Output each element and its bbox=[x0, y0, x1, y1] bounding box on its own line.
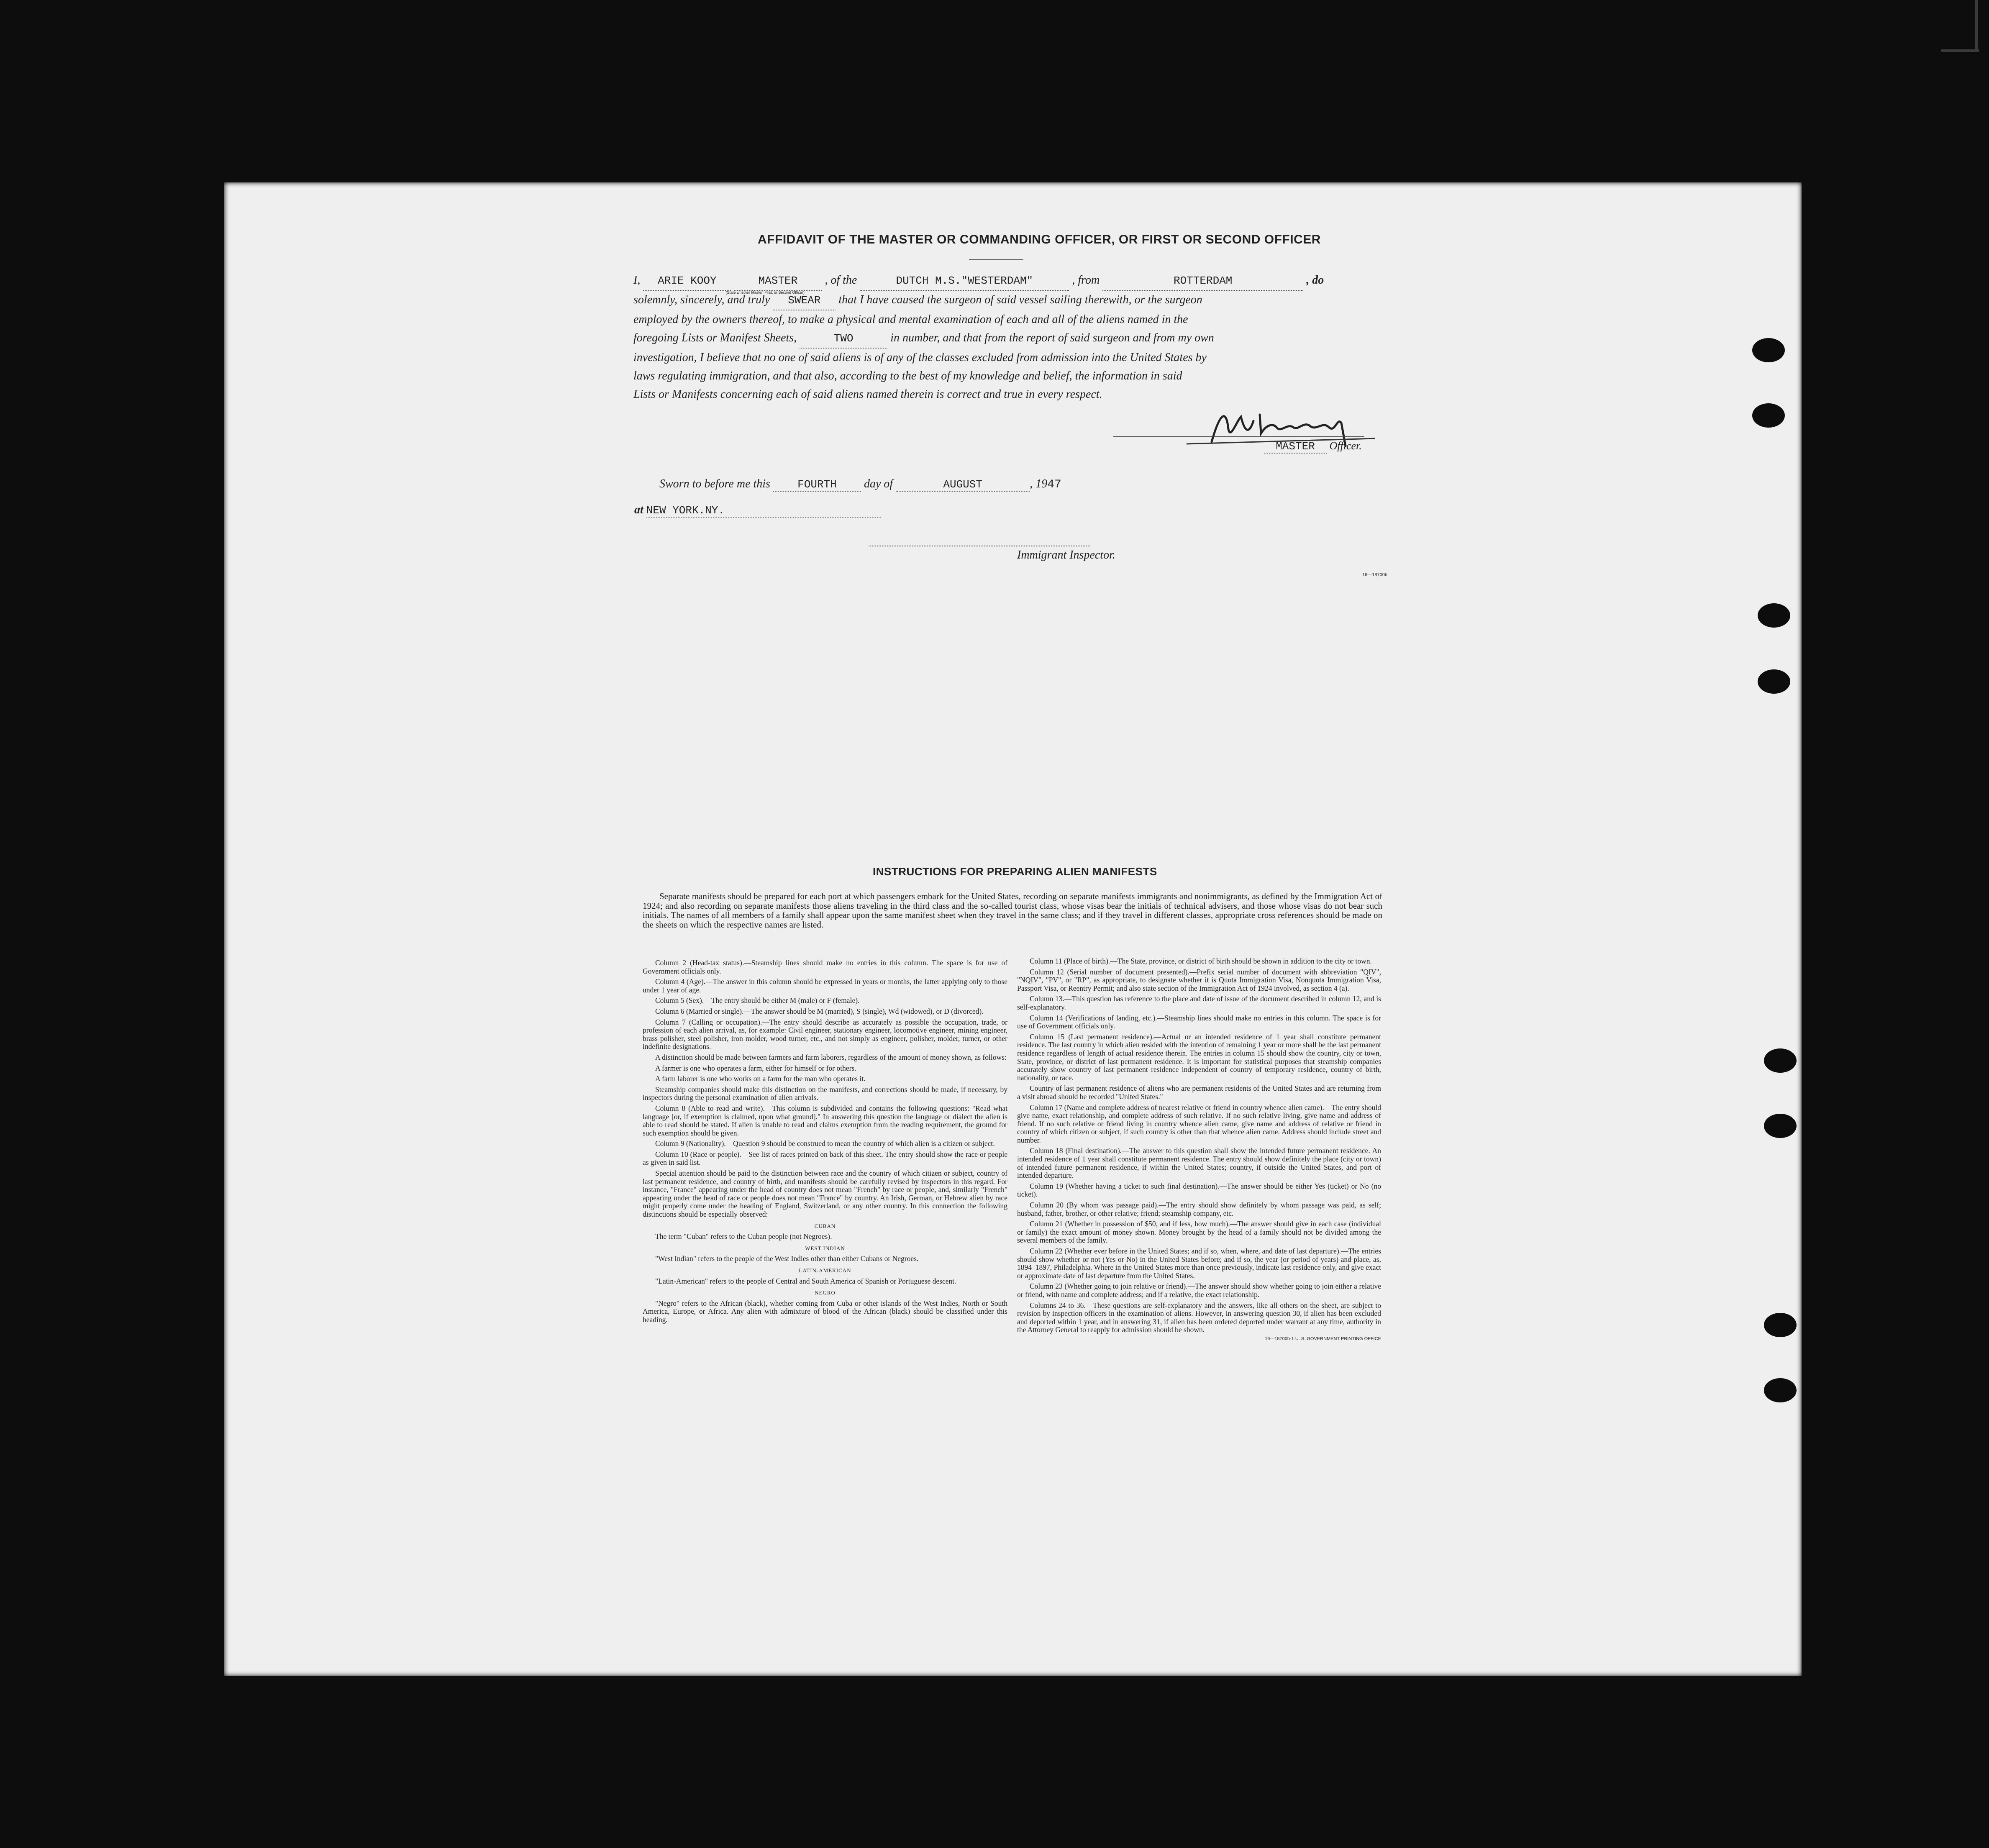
rank-note: (State whether Master, First, or Second Officer) bbox=[725, 290, 805, 295]
punch-hole bbox=[1764, 1378, 1797, 1402]
left-instruction-paragraph: Column 10 (Race or people).—See list of races printed on back of this sheet. The entry should show the race or people as given in said list. bbox=[643, 1150, 1007, 1167]
do-label: , do bbox=[1306, 274, 1324, 287]
right-instruction-paragraph: Column 15 (Last permanent residence).—Actual or an intended residence of 1 year shall constitute permanent residence. The last country in which alien resided with the intention of remaining 1 year or more shall be the last permanent residence regardless of length of actual residence therein. The entries in column 15 should show the country, city or town, State, province, or district of last permanent residence. It is important for statistical purposes that steamship companies accurately show country of last permanent residence independent of country of temporary residence, country of birth, nationality, or race. bbox=[1017, 1032, 1381, 1082]
affidavit-line-4-post: in number, and that from the report of said surgeon and from my own bbox=[890, 331, 1214, 344]
officer-suffix: Officer. bbox=[1329, 440, 1362, 452]
form-number: 16—18700b bbox=[1362, 572, 1387, 577]
left-instruction-paragraph: A farm laborer is one who works on a farm for the man who operates it. bbox=[655, 1074, 866, 1083]
affidavit-line-4-pre: foregoing Lists or Manifest Sheets, bbox=[633, 331, 797, 344]
punch-hole bbox=[1758, 603, 1790, 628]
affidavit-body bbox=[633, 271, 1638, 404]
right-instruction-paragraph: Column 13.—This question has reference to the place and date of issue of the document described in column 12, and is self-explanatory. bbox=[1017, 994, 1381, 1011]
affidavit-line-2-pre: solemnly, sincerely, and truly bbox=[633, 293, 770, 306]
cuban-text: The term "Cuban" refers to the Cuban people (not Negroes). bbox=[655, 1232, 832, 1241]
year-value: 47 bbox=[1047, 478, 1061, 491]
frame-corner-mark bbox=[1975, 0, 1978, 50]
left-instruction-paragraph: Column 6 (Married or single).—The answer should be M (married), S (single), Wd (widowed), or D (divorced). bbox=[655, 1007, 984, 1015]
sworn-month-field: AUGUST bbox=[896, 478, 1030, 492]
oath-field: SWEAR bbox=[773, 291, 836, 310]
right-column-items bbox=[1017, 957, 1381, 1334]
punch-hole bbox=[1764, 1313, 1797, 1337]
right-instruction-paragraph: Column 20 (By whom was passage paid).—The entry should show definitely by whom passage was paid, as self; husband, father, brother, or other relative; friend; steamship company, etc. bbox=[1017, 1201, 1381, 1217]
west-indian-heading: WEST INDIAN bbox=[805, 1245, 845, 1251]
affidavit-line-5: investigation, I believe that no one of said aliens is of any of the classes excluded from admission into the United States by bbox=[633, 351, 1207, 364]
right-instruction-paragraph: Column 21 (Whether in possession of $50, and if less, how much).—The answer should give in each case (individual or family) the exact amount of money shown. Money brought by the head of a family should not be divided among the several members of the family. bbox=[1017, 1220, 1381, 1245]
title-rule bbox=[969, 259, 1023, 260]
right-instruction-paragraph: Columns 24 to 36.—These questions are self-explanatory and the answers, like all others on the sheet, are subject to revision by inspection officers in the examination of aliens. However, in answering question 30, if alien has been excluded and deported within 1 year, and in answering 31, if alien has been ordered deported under warrant at any time, authority in the Attorney General to reapply for admission should be shown. bbox=[1017, 1301, 1381, 1334]
day-of-label: day of bbox=[864, 477, 893, 490]
punch-hole bbox=[1752, 403, 1785, 428]
left-instruction-paragraph: A distinction should be made between farmers and farm laborers, regardless of the amount of money shown, as follows: bbox=[655, 1053, 1007, 1061]
right-instruction-paragraph: Column 17 (Name and complete address of nearest relative or friend in country whence alien came).—The entry should give name, exact relationship, and complete address of such relative. If no such relative living, give name and address of friend. If no such relative or friend living in country whence alien came, give name and address of relative or friend in country of which citizen or subject, if such country is other than that whence alien came. Address should include street and number. bbox=[1017, 1103, 1381, 1144]
signature-rank: MASTER bbox=[1264, 440, 1327, 454]
frame-corner-mark bbox=[1941, 49, 1979, 52]
affidavit-line-2-post: that I have caused the surgeon of said vessel sailing therewith, or the surgeon bbox=[838, 293, 1202, 306]
officer-rank-value: MASTER bbox=[758, 274, 798, 287]
instructions-right-column bbox=[1017, 957, 1381, 1343]
signature-title bbox=[1264, 440, 1362, 454]
latin-american-text: "Latin-American" refers to the people of Central and South America of Spanish or Portuguese descent. bbox=[655, 1276, 956, 1285]
punch-hole bbox=[1758, 669, 1790, 694]
right-instruction-paragraph: Column 18 (Final destination).—The answer to this question shall show the intended future permanent residence. An intended residence of 1 year shall constitute permanent residence. The entry should show definitely the place (city or town) of intended future permanent residence, if within the United States; country, if outside the United States, and port of intended departure. bbox=[1017, 1146, 1381, 1180]
sworn-day-field: FOURTH bbox=[773, 478, 861, 492]
officer-name-field: ARIE KOOY bbox=[643, 272, 731, 291]
sworn-line bbox=[659, 477, 1061, 492]
vessel-field: DUTCH M.S."WESTERDAM" bbox=[860, 272, 1069, 291]
instructions-lead: Separate manifests should be prepared for each port at which passengers embark for the United States, recording on separate manifests immigrants and nonimmigrants, as defined by the Immigration Act of 1924; and also recording on separate manifests those aliens traveling in the third class and the so-called tourist class, whose visas bear the initials of technical advisers, and those whose visas do not bear such initials. The names of all members of a family shall appear upon the same manifest sheet when they travel in the same class; and if they travel in different classes, appropriate cross references should be made on the sheets on which the respective names are listed. bbox=[643, 891, 1382, 930]
negro-heading: NEGRO bbox=[815, 1289, 836, 1296]
left-instruction-paragraph: Column 2 (Head-tax status).—Steamship lines should make no entries in this column. The space is for use of Government officials only. bbox=[643, 959, 1007, 975]
left-instruction-paragraph: Column 7 (Calling or occupation).—The entry should describe as accurately as possible the occupation, trade, or profession of each alien arrival, as, for example: Civil engineer, stationary engineer, locomotive engineer, mining engineer, brass polisher, steel polisher, iron molder, wood turner, etc., and not simply as engineer, polisher, molder, turner, or other indefinite designations. bbox=[643, 1018, 1007, 1051]
left-instruction-paragraph: Special attention should be paid to the distinction between race and the country of which citizen or subject, country of last permanent residence, and country of birth, and manifests should be carefully revised by inspectors in this regard. For instance, "France" appearing under the head of country does not mean "French" by race or people, and, similarly "French" appearing under the head of race or people does not mean "France" by country. An Irish, German, or Hebrew alien by race might properly come under the heading of England, Switzerland, or any other country. In this connection the following distinctions should be especially observed: bbox=[643, 1169, 1007, 1219]
left-instruction-paragraph: Column 9 (Nationality).—Question 9 should be construed to mean the country of which alien is a citizen or subject. bbox=[655, 1139, 995, 1148]
right-instruction-paragraph: Column 22 (Whether ever before in the United States; and if so, when, where, and date of last departure).—The entries should show whether or not (Yes or No) in the United States before; and if so, the year (or period of years) and place, as, 1894–1897, Philadelphia. Where in the United States more than once previously, indicate last residence only, and give exact or approximate date of last departure from the United States. bbox=[1017, 1247, 1381, 1280]
west-indian-text: "West Indian" refers to the people of the West Indies other than either Cubans or Negroes. bbox=[655, 1254, 919, 1263]
printing-office-footer: 16—18700b-1 U. S. GOVERNMENT PRINTING OFFICE bbox=[1265, 1336, 1381, 1341]
left-instruction-paragraph: Steamship companies should make this distinction on the manifests, and corrections should be made, if necessary, by inspectors during the personal examination of alien arrivals. bbox=[643, 1085, 1007, 1102]
affidavit-line-3: employed by the owners thereof, to make a physical and mental examination of each and all of the aliens named in the bbox=[633, 313, 1188, 326]
of-the-label: , of the bbox=[825, 274, 857, 287]
signature-line bbox=[1113, 436, 1364, 437]
right-instruction-paragraph: Column 11 (Place of birth).—The State, province, or district of birth should be shown in addition to the city or town. bbox=[1030, 957, 1372, 965]
from-label: , from bbox=[1072, 274, 1100, 287]
year-prefix: , 19 bbox=[1030, 477, 1048, 490]
right-instruction-paragraph: Column 23 (Whether going to join relative or friend).—The answer should show whether going to join either a relative or friend, with name and complete address; and if a relative, the exact relationship. bbox=[1017, 1282, 1381, 1299]
left-instruction-paragraph: Column 5 (Sex).—The entry should be either M (male) or F (female). bbox=[655, 996, 860, 1005]
sworn-pre: Sworn to before me this bbox=[659, 477, 770, 490]
left-instruction-paragraph: Column 4 (Age).—The answer in this column should be expressed in years or months, the latter applying only to those under 1 year of age. bbox=[643, 977, 1007, 994]
officer-rank-field bbox=[725, 272, 822, 295]
cuban-heading: CUBAN bbox=[814, 1223, 836, 1229]
punch-hole bbox=[1752, 338, 1785, 362]
instructions-title: INSTRUCTIONS FOR PREPARING ALIEN MANIFESTS bbox=[873, 865, 1157, 878]
right-instruction-paragraph: Column 14 (Verifications of landing, etc.).—Steamship lines should make no entries in this column. The space is for use of Government officials only. bbox=[1017, 1013, 1381, 1030]
document-page bbox=[224, 182, 1802, 1676]
right-instruction-paragraph: Column 19 (Whether having a ticket to such final destination).—The answer should be either Yes (ticket) or No (no ticket). bbox=[1017, 1182, 1381, 1199]
place-field: NEW YORK.NY. bbox=[646, 504, 881, 518]
instructions-left-column bbox=[643, 959, 1007, 1327]
affidavit-line-4 bbox=[633, 329, 1638, 349]
right-instruction-paragraph: Country of last permanent residence of aliens who are permanent residents of the United States and are returning from a visit abroad should be recorded "United States." bbox=[1017, 1084, 1381, 1101]
left-instruction-paragraph: Column 8 (Able to read and write).—This column is subdivided and contains the following questions: "Read what language [or, if exemption is claimed, upon what ground]." In answering this question the language or dialect the alien is able to read should be stated. If alien is unable to read and claims exemption from the reading requirement, the ground for such exemption should be given. bbox=[643, 1104, 1007, 1137]
right-instruction-paragraph: Column 12 (Serial number of document presented).—Prefix serial number of document with abbreviation "QIV", "NQIV", "PV", or "RP", as appropriate, to designate whether it is Quota Immigration Visa, Nonquota Immigration Visa, Passport Visa, or Reentry Permit; and also state section of the Immigration Act of 1924 involved, as section 4 (a). bbox=[1017, 967, 1381, 992]
punch-hole bbox=[1764, 1048, 1797, 1073]
left-column-items bbox=[643, 959, 1007, 1219]
affidavit-line-6: laws regulating immigration, and that also, according to the best of my knowledge and belief, the information in said bbox=[633, 369, 1182, 382]
sheet-count-field: TWO bbox=[800, 329, 887, 349]
port-from-field: ROTTERDAM bbox=[1102, 272, 1303, 291]
affidavit-title: AFFIDAVIT OF THE MASTER OR COMMANDING OFFICER, OR FIRST OR SECOND OFFICER bbox=[758, 233, 1321, 246]
inspector-label: Immigrant Inspector. bbox=[1017, 549, 1115, 561]
affidavit-i: I, bbox=[633, 274, 641, 287]
latin-american-heading: LATIN-AMERICAN bbox=[799, 1267, 851, 1274]
affidavit-line-1 bbox=[633, 271, 1638, 295]
affidavit-line-7: Lists or Manifests concerning each of said aliens named therein is correct and true in every respect. bbox=[633, 388, 1102, 401]
at-label: at bbox=[634, 503, 643, 516]
negro-text: "Negro" refers to the African (black), whether coming from Cuba or other islands of the West Indies, North or South America, Europe, or Africa. Any alien with admixture of blood of the African (black) should be classified under this heading. bbox=[643, 1299, 1007, 1324]
left-instruction-paragraph: A farmer is one who operates a farm, either for himself or for others. bbox=[655, 1064, 856, 1072]
punch-hole bbox=[1764, 1114, 1797, 1138]
place-line bbox=[634, 503, 881, 518]
